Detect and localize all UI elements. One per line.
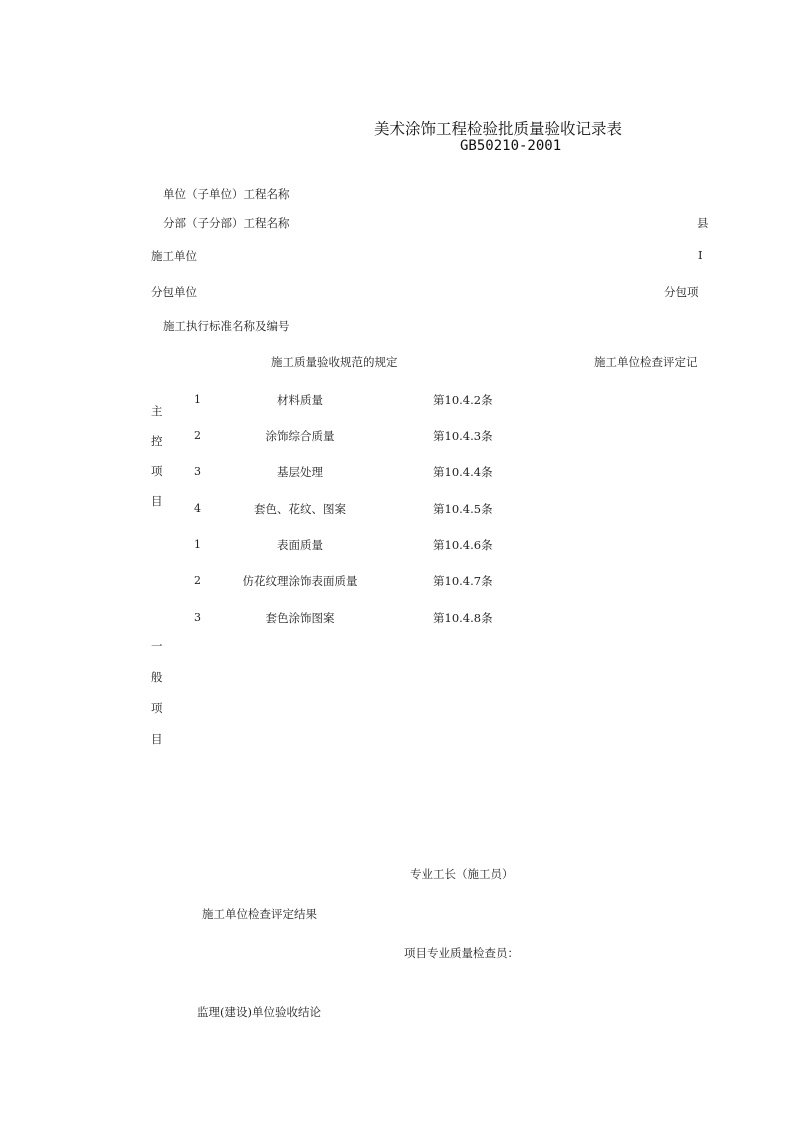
standard-code: GB50210-2001 — [460, 138, 562, 154]
row-item: 基层处理 — [277, 465, 323, 479]
main-control-label-char: 目 — [151, 494, 163, 508]
document-title: 美术涂饰工程检验批质量验收记录表 — [374, 120, 623, 138]
main-control-label-char: 项 — [151, 464, 163, 478]
row-number: 2 — [194, 429, 201, 442]
subcontract-project-label: 分包项 — [664, 285, 699, 299]
subcontract-unit-label: 分包单位 — [151, 285, 197, 299]
quality-inspector-label: 项目专业质量检查员： — [404, 946, 519, 960]
row-number: 2 — [194, 574, 201, 587]
row-number: 1 — [194, 538, 201, 551]
supervision-conclusion-label: 监理(建设)单位验收结论 — [197, 1005, 321, 1019]
main-control-label-char: 主 — [151, 404, 163, 418]
construction-right-fragment: I — [698, 248, 703, 262]
general-items-label-char: 般 — [151, 670, 163, 684]
general-items-label-char: 一 — [151, 639, 163, 653]
evaluation-result-label: 施工单位检查评定结果 — [202, 907, 317, 921]
row-item: 套色、花纹、图案 — [254, 502, 346, 516]
row-clause: 第10.4.8条 — [433, 611, 493, 625]
execution-standard-label: 施工执行标准名称及编号 — [163, 319, 290, 333]
row-item: 套色涂饰图案 — [265, 611, 335, 625]
construction-unit-label: 施工单位 — [151, 249, 197, 263]
row-number: 3 — [194, 465, 201, 478]
row-number: 1 — [194, 393, 201, 406]
general-items-label-char: 项 — [151, 701, 163, 715]
construction-check-header: 施工单位检查评定记 — [594, 355, 698, 369]
row-item: 表面质量 — [277, 538, 323, 552]
row-number: 4 — [194, 502, 201, 515]
row-clause: 第10.4.6条 — [433, 538, 493, 552]
row-clause: 第10.4.7条 — [433, 574, 493, 588]
spec-provisions-header: 施工质量验收规范的规定 — [271, 355, 398, 369]
row-item: 仿花纹理涂饰表面质量 — [242, 574, 358, 588]
division-project-name-label: 分部（子分部）工程名称 — [163, 216, 290, 230]
row-item: 涂饰综合质量 — [265, 429, 335, 443]
unit-project-name-label: 单位（子单位）工程名称 — [163, 187, 290, 201]
row-clause: 第10.4.5条 — [433, 502, 493, 516]
division-right-fragment: 县 — [697, 216, 709, 230]
row-clause: 第10.4.2条 — [433, 393, 493, 407]
row-number: 3 — [194, 611, 201, 624]
main-control-label-char: 控 — [151, 434, 163, 448]
foreman-label: 专业工长（施工员） — [410, 867, 514, 881]
general-items-label-char: 目 — [151, 732, 163, 746]
row-clause: 第10.4.3条 — [433, 429, 493, 443]
row-item: 材料质量 — [277, 393, 323, 407]
row-clause: 第10.4.4条 — [433, 465, 493, 479]
